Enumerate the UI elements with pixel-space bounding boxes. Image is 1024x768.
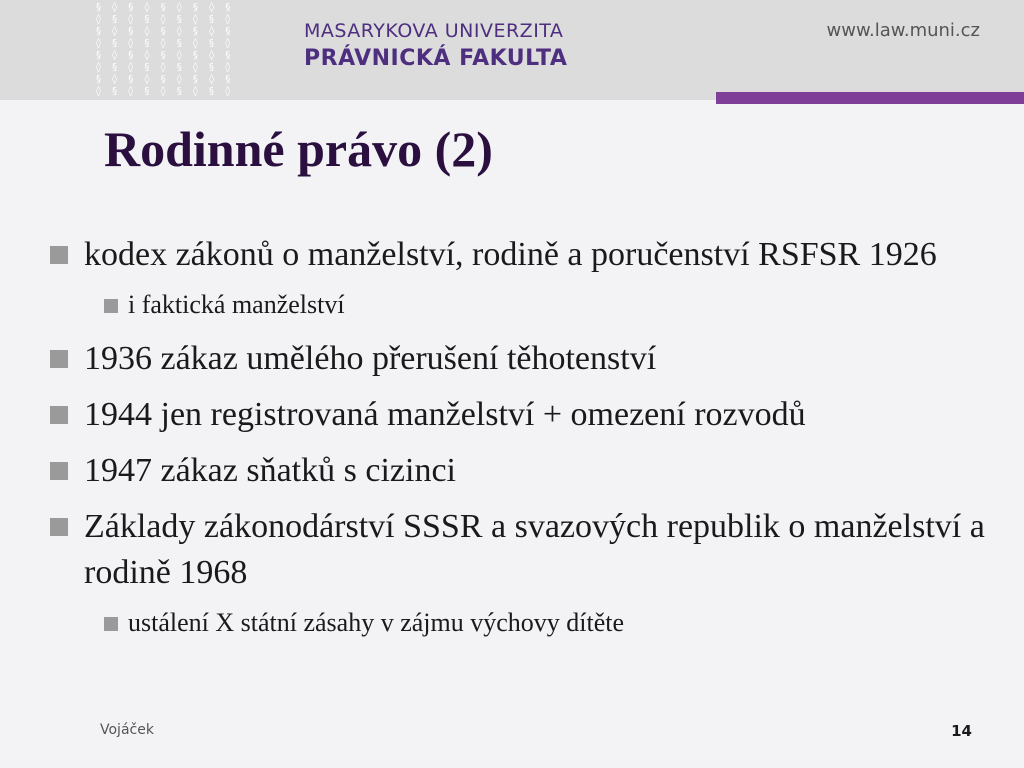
section-sign-pattern-logo: § ◊ § ◊ § ◊ § ◊ § ◊ § ◊ § ◊ § ◊ § ◊ § ◊ § ◊ § ◊ § ◊ § ◊ § ◊ § ◊ § ◊ § ◊ § ◊ § ◊ § ◊ § ◊ § ◊ § ◊ § ◊ § ◊ § ◊ § ◊ § ◊ § ◊ § ◊ § ◊ § ◊ § ◊ § ◊ § ◊ (96, 2, 235, 97)
bullet-text: 1944 jen registrovaná manželství + omezení rozvodů (84, 396, 806, 433)
slide-header (0, 0, 1024, 100)
university-name: MASARYKOVA UNIVERZITA (304, 20, 564, 42)
bullet-item (48, 504, 1008, 596)
bullet-list (48, 232, 1008, 654)
website-url: www.law.muni.cz (826, 20, 980, 41)
sub-bullet-text: i faktická manželství (128, 290, 345, 319)
page-number: 14 (951, 722, 972, 740)
accent-bar (716, 92, 1024, 104)
slide-title: Rodinné právo (2) (104, 121, 493, 177)
bullet-text: kodex zákonů o manželství, rodině a poručenství RSFSR 1926 (84, 236, 937, 273)
bullet-item (48, 392, 1008, 438)
bullet-item (48, 232, 1008, 278)
square-bullet-icon (104, 617, 118, 631)
bullet-text: Základy zákonodárství SSSR a svazových republik o manželství a rodině 1968 (84, 508, 985, 591)
sub-bullet-item (48, 288, 1008, 322)
square-bullet-icon (104, 299, 118, 313)
bullet-item (48, 336, 1008, 382)
square-bullet-icon (50, 518, 68, 536)
square-bullet-icon (50, 246, 68, 264)
square-bullet-icon (50, 406, 68, 424)
bullet-item (48, 448, 1008, 494)
faculty-name: PRÁVNICKÁ FAKULTA (304, 46, 568, 71)
sub-bullet-item (48, 606, 1008, 640)
footer-author: Vojáček (100, 722, 154, 738)
square-bullet-icon (50, 350, 68, 368)
bullet-text: 1947 zákaz sňatků s cizinci (84, 452, 456, 489)
square-bullet-icon (50, 462, 68, 480)
bullet-text: 1936 zákaz umělého přerušení těhotenství (84, 340, 657, 377)
sub-bullet-text: ustálení X státní zásahy v zájmu výchovy dítěte (128, 608, 625, 637)
